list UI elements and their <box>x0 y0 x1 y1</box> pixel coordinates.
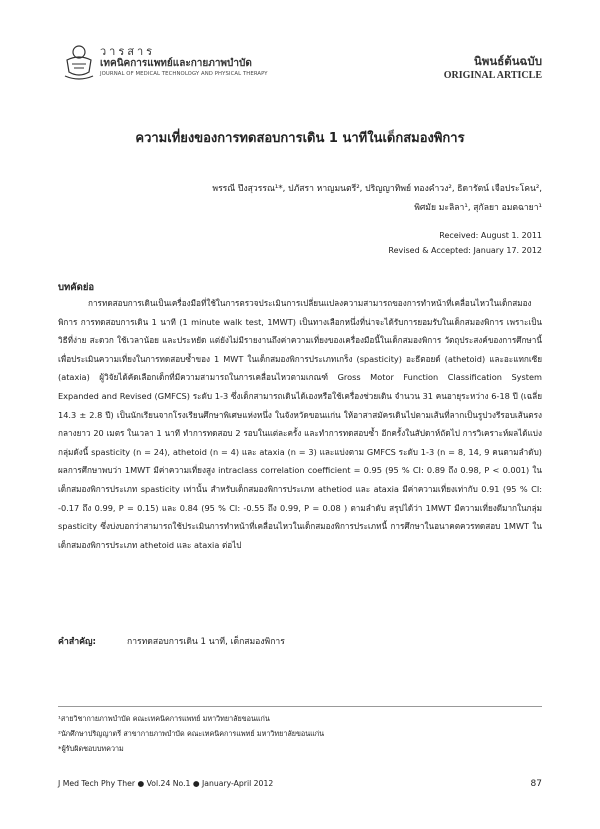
journal-logo <box>62 42 96 82</box>
keywords-text: การทดสอบการเดิน 1 นาที, เด็กสมองพิการ <box>127 637 285 647</box>
journal-name-line1: วารสาร <box>100 45 156 58</box>
footnote-3: *ผู้รับผิดชอบบทความ <box>58 744 124 753</box>
footnote-divider <box>58 706 542 707</box>
journal-name-en: JOURNAL OF MEDICAL TECHNOLOGY AND PHYSICAL THERAPY <box>100 71 268 77</box>
page-number: 87 <box>530 779 542 789</box>
authors-line-2: พิศมัย มะลิลา¹, สุกัลยา อมตฉายา¹ <box>414 203 542 213</box>
article-type-en: ORIGINAL ARTICLE <box>443 70 542 81</box>
keywords-label: คำสำคัญ: <box>58 637 97 647</box>
article-type-th: นิพนธ์ต้นฉบับ <box>473 54 542 68</box>
abstract-heading: บทคัดย่อ <box>58 282 95 293</box>
accepted-date: Revised & Accepted: January 17. 2012 <box>388 246 542 255</box>
journal-name-line2: เทคนิคการแพทย์และกายภาพบำบัด <box>100 58 252 69</box>
authors-line-1: พรรณี ปึงสุวรรณ¹*, ปภัสรา หาญมนตรี², ปริญญาทิพย์ ทองคำวง², ธิดารัตน์ เจือประโคน², <box>212 184 542 194</box>
abstract-paragraph: การทดสอบการเดินเป็นเครื่องมือที่ใช้ในการตรวจประเมินการเปลี่ยนแปลงความสามารถของการทำหน้าที่เคลื่อนไหวในเด็กสมองพิการ การทดสอบการเดิน 1 นาที (1 minute walk test, 1MWT) เป็นทางเลือกหนึ่งที่น่าจะได้รับการยอมรับในเด็กสมองพิการ เพราะเป็นวิธีที่ง่าย สะดวก ใช้เวลาน้อย และประหยัด แต่ยังไม่มีรายงานถึงค่าความเที่ยงของเครื่องมือนี้ในเด็กสมองพิการ วัตถุประสงค์ของการศึกษานี้ เพื่อประเมินความเที่ยงในการทดสอบซ้ำของ 1 MWT ในเด็กสมองพิการประเภทเกร็ง (spasticity) อะธีตอยด์ (athetoid) และอะแทกเซีย (ataxia) ผู้วิจัยได้คัดเลือกเด็กที่มีความสามารถในการเคลื่อนไหวตามเกณฑ์ Gross Motor Function Classification System Expanded and Revised (GMFCS) ระดับ 1-3 ซึ่งเด็กสามารถเดินได้เองหรือใช้เครื่องช่วยเดิน จำนวน 31 คนอายุระหว่าง 6-18 ปี (เฉลี่ย 14.3 ± 2.8 ปี) เป็นนักเรียนจากโรงเรียนศึกษาพิเศษแห่งหนึ่ง ในจังหวัดขอนแก่น ให้อาสาสมัครเดินไปตามเส้นที่ลากเป็นรูปวงรีรอบเส้นตรงกลางยาว 20 เมตร ในเวลา 1 นาที ทำการทดสอบ 2 รอบในแต่ละครั้ง และทำการทดสอบซ้ำ อีกครั้งในสัปดาห์ถัดไป การวิเคราะห์ผลได้แบ่งกลุ่มดังนี้ spasticity (n = 24), athetoid (n = 4) และ ataxia (n = 3) และแบ่งตาม GMFCS ระดับ 1-3 (n = 8, 14, 9 คนตามลำดับ) ผลการศึกษาพบว่า 1MWT มีค่าความเที่ยงสูง intraclass correlation coefficient = 0.95 (95 % CI: 0.89 ถึง 0.98, P < 0.001) ในเด็กสมองพิการประเภท spasticity เท่านั้น สำหรับเด็กสมองพิการประเภท athetiod และ ataxia มีค่าความเที่ยงเท่ากับ 0.91 (95 % CI: -0.17 ถึง 0.99, P = 0.15) และ 0.84 (95 % CI: -0.55 ถึง 0.99, P = 0.08 ) ตามลำดับ สรุปได้ว่า 1MWT มีความเที่ยงดีมากในกลุ่ม spasticity ซึ่งบ่งบอกว่าสามารถใช้ประเมินการทำหน้าที่เคลื่อนไหวในเด็กสมองพิการประเภทนี้ การศึกษาในอนาคตควรทดสอบ 1MWT ในเด็กสมองพิการประเภท athetoid และ ataxia ต่อไป <box>58 298 542 550</box>
received-date: Received: August 1. 2011 <box>439 231 542 240</box>
author-list <box>212 180 542 218</box>
footnote-1: ¹สายวิชากายภาพบำบัด คณะเทคนิคการแพทย์ มหาวิทยาลัยขอนแก่น <box>58 714 270 723</box>
footer-citation: J Med Tech Phy Ther ● Vol.24 No.1 ● January-April 2012 <box>58 779 274 788</box>
footnote-2: ²นักศึกษาปริญญาตรี สาขากายภาพบำบัด คณะเทคนิคการแพทย์ มหาวิทยาลัยขอนแก่น <box>58 729 325 738</box>
abstract-body <box>58 294 542 554</box>
article-dates <box>388 228 542 258</box>
article-title: ความเที่ยงของการทดสอบการเดิน 1 นาทีในเด็กสมองพิการ <box>135 131 465 146</box>
